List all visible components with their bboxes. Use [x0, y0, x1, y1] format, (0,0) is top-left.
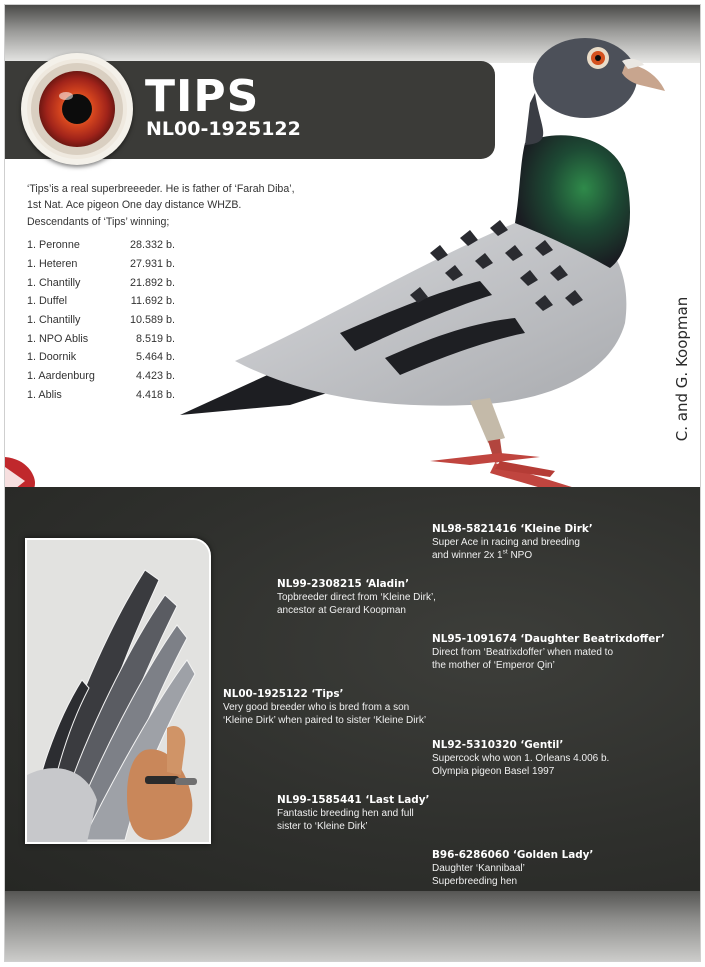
pedigree-description: [432, 549, 593, 562]
pedigree-entry-golden-lady: [432, 849, 593, 888]
pedigree-entry-gentil: [432, 739, 609, 778]
pedigree-description: Olympia pigeon Basel 1997: [432, 766, 555, 777]
pedigree-entry-daughter-beatrixdoffer: [432, 633, 665, 672]
pedigree-name: NL98-5821416 ‘Kleine Dirk’: [432, 523, 593, 535]
pedigree-description: ancestor at Gerard Koopman: [277, 605, 406, 616]
result-points: 4.418 b.: [135, 388, 175, 401]
ordinal-suffix: st: [502, 548, 508, 556]
result-points: 11.692 b.: [130, 295, 175, 308]
pedigree-entry-aladin: [277, 578, 436, 617]
pedigree-name: B96-6286060 ‘Golden Lady’: [432, 849, 594, 861]
result-points: 4.423 b.: [135, 370, 175, 383]
pedigree-description: Fantastic breeding hen and full: [277, 808, 414, 819]
pedigree-entry-kleine-dirk: [432, 523, 593, 562]
wing-photo: [25, 538, 211, 844]
pedigree-description: Supercock who won 1. Orleans 4.006 b.: [432, 753, 610, 764]
result-place: 1. Aardenburg: [27, 370, 95, 383]
pigeon-photo: [170, 33, 670, 503]
result-points: 5.464 b.: [135, 351, 175, 364]
result-place: 1. Chantilly: [27, 276, 81, 289]
result-place: 1. Chantilly: [27, 314, 81, 327]
pedigree-name: NL95-1091674 ‘Daughter Beatrixdoffer’: [432, 633, 665, 645]
pigeon-profile-page: [4, 4, 701, 962]
pedigree-description: Very good breeder who is bred from a son: [223, 702, 410, 713]
result-points: 8.519 b.: [135, 332, 175, 345]
result-place: 1. Heteren: [27, 258, 78, 271]
pedigree-entry-tips: [223, 688, 426, 727]
pedigree-name: NL99-2308215 ‘Aladin’: [277, 578, 410, 590]
ring-number: NL00-1925122: [146, 118, 301, 140]
pedigree-description: Topbreeder direct from ‘Kleine Dirk’,: [277, 592, 436, 603]
pedigree-description: Superbreeding hen: [432, 876, 518, 887]
pedigree-description: the mother of ‘Emperor Qin’: [432, 660, 555, 671]
pigeon-eye-photo: [21, 53, 133, 165]
pedigree-description: Daughter ‘Kannibaal’: [432, 863, 525, 874]
pedigree-name: NL99-1585441 ‘Last Lady’: [277, 794, 430, 806]
pedigree-description: Direct from ‘Beatrixdoffer’ when mated to: [432, 647, 614, 658]
result-place: 1. Doornik: [27, 351, 77, 364]
desc-text: NPO: [507, 550, 533, 561]
result-points: 21.892 b.: [129, 276, 175, 289]
pedigree-description: Super Ace in racing and breeding: [432, 537, 580, 548]
breeder-name: C. and G. Koopman: [673, 296, 691, 442]
result-place: 1. Peronne: [27, 239, 80, 252]
pedigree-description: ‘Kleine Dirk’ when paired to sister ‘Kleine Dirk’: [223, 715, 427, 726]
result-place: 1. NPO Ablis: [27, 332, 89, 345]
result-points: 10.589 b.: [129, 314, 175, 327]
result-place: 1. Duffel: [27, 295, 68, 308]
pedigree-name: NL00-1925122 ‘Tips’: [223, 688, 344, 700]
intro-line: Descendants of ‘Tips’ winning;: [27, 215, 170, 228]
intro-line: 1st Nat. Ace pigeon One day distance WHZB.: [27, 199, 242, 212]
result-points: 27.931 b.: [129, 258, 175, 271]
bottom-gradient-band: [5, 891, 701, 962]
pedigree-name: NL92-5310320 ‘Gentil’: [432, 739, 564, 751]
desc-text: and winner 2x 1: [432, 550, 503, 561]
pedigree-entry-last-lady: [277, 794, 429, 833]
result-place: 1. Ablis: [27, 388, 62, 401]
result-points: 28.332 b.: [129, 239, 175, 252]
page-title: TIPS: [145, 71, 260, 122]
intro-line: ‘Tips’is a real superbreeeder. He is father of ‘Farah Diba’,: [27, 183, 295, 195]
pedigree-description: sister to ‘Kleine Dirk’: [277, 821, 368, 832]
